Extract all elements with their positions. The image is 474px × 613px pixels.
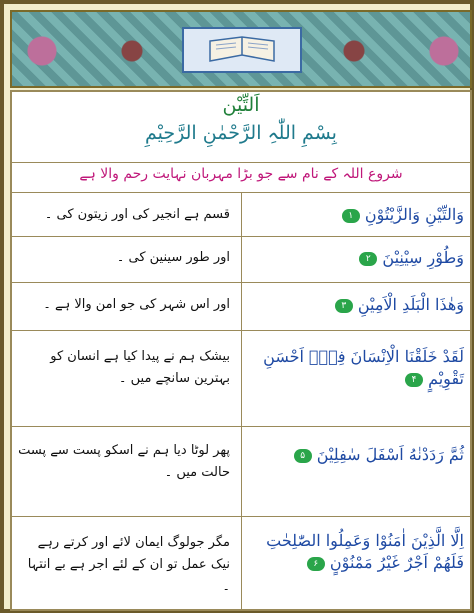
divider	[12, 516, 470, 517]
bismillah: بِسْمِ اللّٰہِ الرَّحْمٰنِ الرَّحِیْمِ	[145, 122, 337, 144]
ayah-number-icon: ۴	[405, 373, 423, 387]
verse-arabic: وَھٰذَا الْبَلَدِ الْاَمِیْنِ ۳	[252, 294, 464, 316]
divider	[12, 426, 470, 427]
verse-row	[12, 428, 470, 512]
divider	[12, 162, 470, 163]
intro-translation: شروع اللہ کے نام سے جو بڑا مہربان نہایت رحم والا ہے	[79, 166, 403, 182]
verse-row	[12, 238, 470, 278]
ayah-number-icon: ۲	[359, 252, 377, 266]
verse-translation: اور طور سینین کی ۔	[116, 250, 230, 265]
verse-arabic: اِلَّا الَّذِیْنَ اٰمَنُوْا وَعَمِلُوا الصّٰلِحٰتِ فَلَھُمْ اَجْرٌ غَیْرُ مَمْنُوْنٍ ۶	[266, 531, 464, 572]
verse-row	[12, 518, 470, 608]
verse-translation: قسم ہے انجیر کی اور زیتون کی ۔	[44, 207, 230, 222]
verse-translation: بیشک ہم نے پیدا کیا ہے انسان کو بہترین سانچے میں ۔	[50, 349, 230, 386]
verse-row	[12, 284, 470, 326]
verse-translation: اور اس شہر کی جو امن والا ہے ۔	[43, 297, 230, 312]
divider	[12, 236, 470, 237]
verse-translation: مگر جولوگ ایمان لائے اور کرتے رہے نیک عمل تو ان کے لئے اجر ہے بے انتہا ۔	[27, 535, 230, 594]
verse-row	[12, 198, 470, 234]
verse-row	[12, 332, 470, 422]
ayah-number-icon: ۵	[294, 449, 312, 463]
verse-translation: پھر لوٹا دیا ہم نے اسکو پست سے پست حالت میں ۔	[18, 443, 230, 480]
content-panel	[10, 90, 472, 611]
header-banner	[10, 10, 472, 88]
verse-arabic: لَقَدْ خَلَقْنَا الْاِنْسَانَ فِیْۤ اَحْسَنِ تَقْوِیْمٍ ۴	[263, 347, 464, 388]
quran-book-icon	[206, 35, 278, 65]
verse-arabic: وَالتِّیْنِ وَالزَّیْتُوْنِ ۱	[252, 204, 464, 226]
verse-arabic: ثُمَّ رَدَدْنٰهُ اَسْفَلَ سٰفِلِیْنَ ۵	[252, 444, 464, 466]
ayah-number-icon: ۳	[335, 299, 353, 313]
divider	[12, 282, 470, 283]
surah-title: اَلتِّیْن	[222, 94, 260, 116]
divider	[12, 330, 470, 331]
ayah-number-icon: ۱	[342, 209, 360, 223]
verse-arabic: وَطُوْرِ سِیْنِیْنَ ۲	[252, 247, 464, 269]
banner-center-panel	[182, 27, 302, 73]
ayah-number-icon: ۶	[307, 557, 325, 571]
